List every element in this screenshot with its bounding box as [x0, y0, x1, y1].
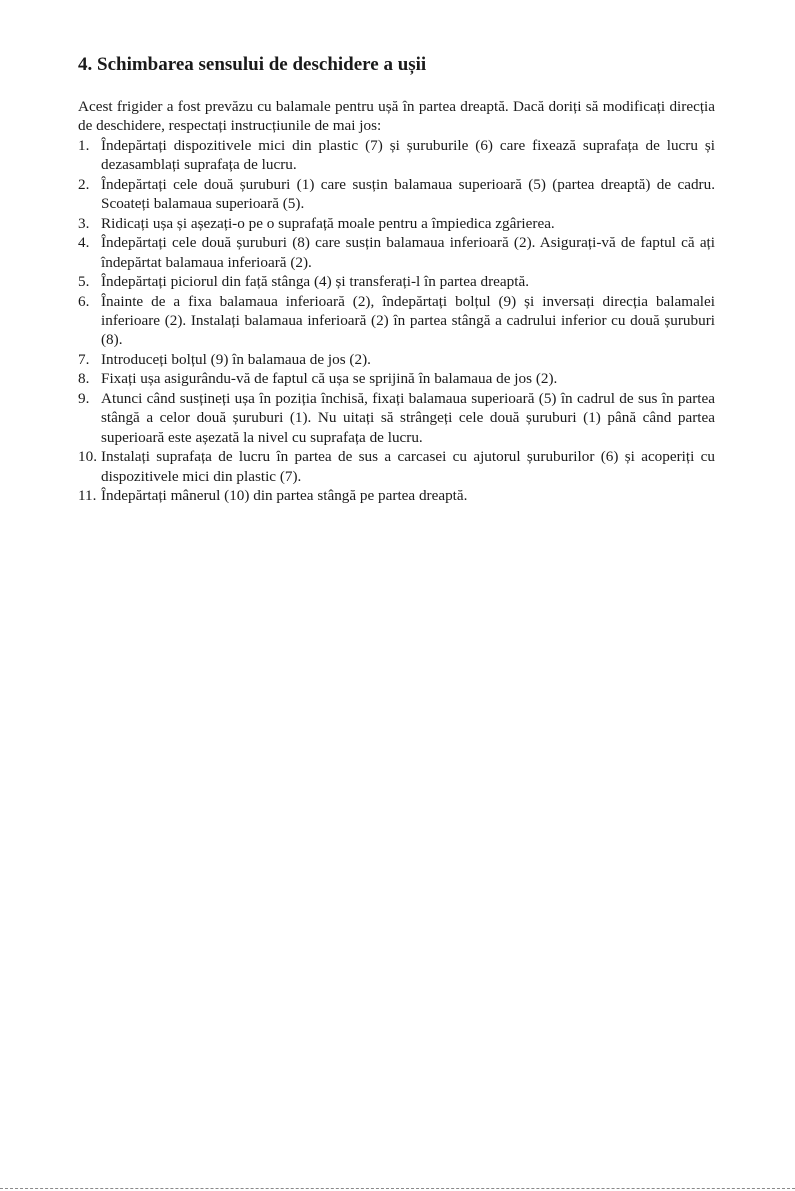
step-text: Fixați ușa asigurându-vă de faptul că ușa se sprijină în balamaua de jos (2). [101, 370, 558, 388]
instruction-step [78, 233, 715, 272]
step-text: Atunci când susțineți ușa în poziția închisă, fixați balamaua superioară (5) în cadrul de sus în partea stângă a celor două șuruburi (1). Nu uitați să strângeți cele două șuruburi (1) până când partea superioară este așezată la nivel cu suprafața de lucru. [101, 389, 715, 446]
step-number: 9. [78, 389, 90, 407]
instruction-step [78, 350, 715, 369]
step-number: 8. [78, 370, 90, 388]
step-number: 1. [78, 136, 90, 154]
step-number: 7. [78, 350, 90, 368]
instruction-step [78, 214, 715, 233]
instruction-list [78, 136, 715, 506]
step-text: Îndepărtați mânerul (10) din partea stângă pe partea dreaptă. [101, 487, 468, 505]
instruction-step [78, 486, 715, 505]
instruction-step [78, 389, 715, 447]
step-text: Îndepărtați cele două șuruburi (1) care susțin balamaua superioară (5) (partea dreaptă) de cadru. Scoateți balamaua superioară (5). [101, 175, 715, 213]
step-text: Instalați suprafața de lucru în partea de sus a carcasei cu ajutorul șuruburilor (6) și acoperiți cu dispozitivele mici din plastic (7). [101, 448, 715, 485]
page-bottom-divider [0, 1188, 795, 1189]
step-number: 10. [78, 448, 97, 466]
step-number: 6. [78, 292, 90, 310]
intro-paragraph: Acest frigider a fost prevăzu cu balamale pentru ușă în partea dreaptă. Dacă doriți să modificați direcția de deschidere, respectați instrucțiunile de mai jos: [78, 98, 715, 135]
step-text: Introduceți bolțul (9) în balamaua de jos (2). [101, 350, 371, 368]
instruction-step [78, 272, 715, 291]
section-body [78, 97, 715, 506]
section-title: 4. Schimbarea sensului de deschidere a ușii [78, 54, 427, 75]
instruction-step [78, 369, 715, 388]
instruction-step [78, 447, 715, 486]
step-number: 5. [78, 273, 90, 291]
instruction-step [78, 136, 715, 175]
step-number: 4. [78, 234, 90, 252]
step-number: 11. [78, 487, 97, 505]
step-text: Îndepărtați piciorul din față stânga (4) și transferați-l în partea dreaptă. [101, 273, 530, 291]
instruction-step [78, 292, 715, 350]
step-number: 3. [78, 214, 90, 232]
step-text: Înainte de a fixa balamaua inferioară (2), îndepărtați bolțul (9) și inversați direcția balamalei inferioare (2). Instalați balamaua inferioară (2) în partea stângă a cadrului inferior cu două șuruburi (8). [101, 292, 715, 349]
step-text: Ridicați ușa și așezați-o pe o suprafață moale pentru a împiedica zgârierea. [101, 214, 555, 232]
step-text: Îndepărtați cele două șuruburi (8) care susțin balamaua inferioară (2). Asigurați-vă de faptul că ați îndepărtat balamaua inferioară (2). [101, 234, 715, 271]
step-text: Îndepărtați dispozitivele mici din plastic (7) și șuruburile (6) care fixează suprafața de lucru și dezasamblați suprafața de lucru. [101, 136, 715, 174]
step-number: 2. [78, 175, 90, 193]
instruction-step [78, 175, 715, 214]
